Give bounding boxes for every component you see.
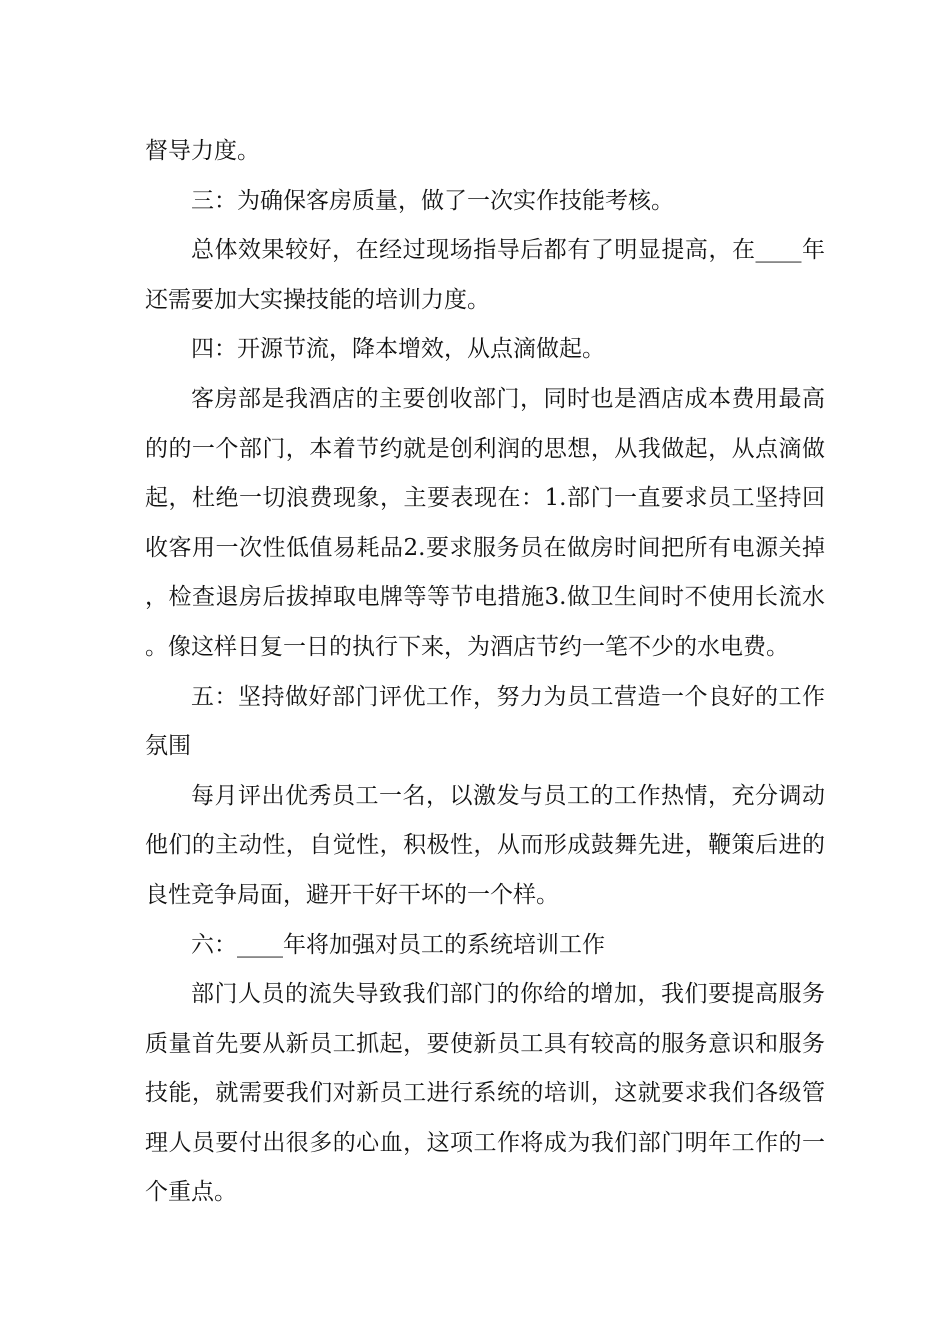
paragraph-6: 五：坚持做好部门评优工作，努力为员工营造一个良好的工作氛围 <box>145 683 825 760</box>
paragraph-5: 客房部是我酒店的主要创收部门，同时也是酒店成本费用最高的的一个部门，本着节约就是创利润的思想，从我做起，从点滴做起，杜绝一切浪费现象，主要表现在：1.部门一直要求员工坚持回收客用一次性低值易耗品2.要求服务员在做房时间把所有电源关掉，检查退房后拔掉取电牌等等节电措施3.做卫生间时不使用长流水。像这样日复一日的执行下来，为酒店节约一笔不少的水电费。 <box>145 385 825 660</box>
document-body <box>145 127 825 1218</box>
paragraph-3: 总体效果较好，在经过现场指导后都有了明显提高，在____年还需要加大实操技能的培训力度。 <box>145 237 825 313</box>
paragraph-4: 四：开源节流，降本增效，从点滴做起。 <box>191 336 605 363</box>
paragraph-9: 部门人员的流失导致我们部门的你给的增加，我们要提高服务质量首先要从新员工抓起，要使新员工具有较高的服务意识和服务技能，就需要我们对新员工进行系统的培训，这就要求我们各级管理人员要付出很多的心血，这项工作将成为我们部门明年工作的一个重点。 <box>145 981 825 1206</box>
paragraph-7: 每月评出优秀员工一名，以激发与员工的工作热情，充分调动他们的主动性，自觉性，积极性，从而形成鼓舞先进，鞭策后进的良性竞争局面，避开干好干坏的一个样。 <box>145 782 825 908</box>
paragraph-8: 六：____年将加强对员工的系统培训工作 <box>191 931 605 958</box>
paragraph-1: 督导力度。 <box>145 138 260 164</box>
paragraph-2: 三：为确保客房质量，做了一次实作技能考核。 <box>191 187 674 214</box>
